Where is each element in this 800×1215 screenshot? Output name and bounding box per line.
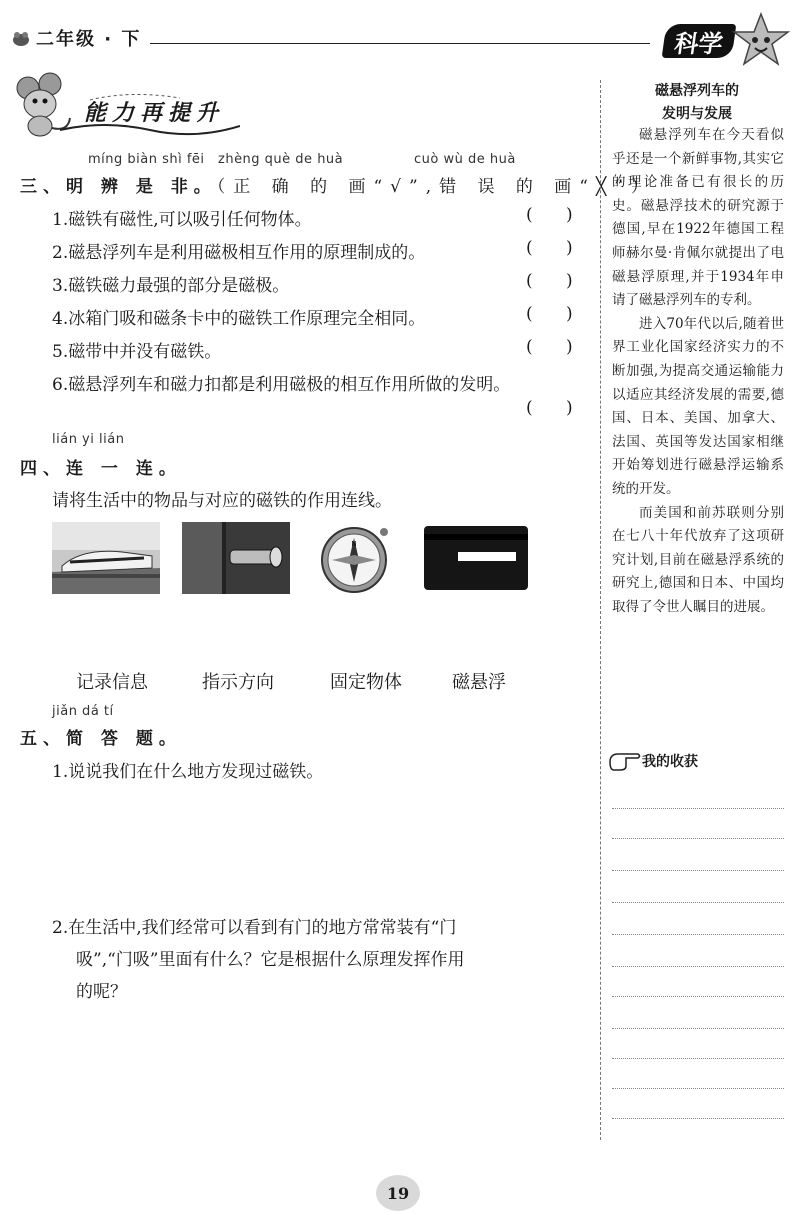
svg-text:N: N	[351, 540, 357, 548]
door-stop-photo[interactable]	[182, 522, 290, 594]
answer-blank[interactable]: ( )	[526, 238, 573, 258]
sidebar-paragraph: 进入70年代以后,随着世界工业化国家经济实力的不断加强,为提高交通运输能力以适应其经济发展的需要,德国、日本、美国、加拿大、法国、英国等发达国家相继开始筹划进行磁悬浮运输系统的开发。	[612, 315, 784, 497]
sidebar-paragraph: 磁悬浮列车在今天看似乎还是一个新鲜事物,其实它的理论准备已有很长的历史。磁悬浮技术的研究源于德国,早在1922年德国工程师赫尔曼·肯佩尔就提出了电磁悬浮原理,并于1934年申请了磁悬浮列车的专利。	[612, 127, 784, 309]
answer-blank[interactable]: ( )	[526, 205, 573, 225]
section-instruction: （正 确 的 画“√”,错 误 的 画“╳”）	[216, 177, 656, 197]
pinyin-line: lián yi lián	[52, 432, 125, 447]
tf-question: 6.磁悬浮列车和磁力扣都是利用磁极的相互作用所做的发明。	[52, 375, 511, 395]
notes-line[interactable]	[612, 1028, 784, 1029]
header-rule	[150, 43, 650, 44]
sidebar-divider	[600, 80, 601, 1140]
sidebar-title: 磁悬浮列车的	[655, 83, 739, 99]
page-number: 19	[376, 1175, 420, 1211]
connect-label[interactable]: 固定物体	[330, 672, 402, 693]
notes-line[interactable]	[612, 934, 784, 935]
tf-question: 4.冰箱门吸和磁条卡中的磁铁工作原理完全相同。	[52, 309, 426, 329]
short-answer-question: 2.在生活中,我们经常可以看到有门的地方常常装有“门	[52, 918, 457, 938]
answer-area[interactable]	[52, 790, 592, 900]
banner-title: 能力再提升	[84, 101, 225, 126]
notes-line[interactable]	[612, 1088, 784, 1089]
magnetic-card-photo[interactable]	[422, 522, 530, 594]
answer-blank[interactable]: ( )	[526, 398, 573, 418]
compass-photo[interactable]	[312, 522, 402, 594]
answer-blank[interactable]: ( )	[526, 271, 573, 291]
notes-line[interactable]	[612, 902, 784, 903]
tf-question: 3.磁铁磁力最强的部分是磁极。	[52, 276, 290, 296]
mascot-small-icon	[10, 29, 32, 47]
pinyin-line: zhèng què de huà	[218, 152, 344, 167]
short-answer-question-line: 吸”,“门吸”里面有什么？它是根据什么原理发挥作用	[76, 950, 465, 970]
sidebar-paragraph: 而美国和前苏联则分别在七八十年代放弃了这项研究计划,目前在磁悬浮系统的研究上,德国和日本、中国均取得了令世人瞩目的进展。	[612, 504, 784, 615]
sidebar-article	[612, 124, 784, 619]
notes-line[interactable]	[612, 870, 784, 871]
notes-line[interactable]	[612, 838, 784, 839]
harvest-label: 我的收获	[642, 754, 698, 770]
section-instruction: 请将生活中的物品与对应的磁铁的作用连线。	[52, 491, 392, 511]
section-heading: 五、简 答 题。	[20, 729, 182, 749]
pointing-hand-icon	[608, 750, 642, 772]
pinyin-line: míng biàn shì fēi	[88, 152, 205, 167]
short-answer-question-line: 的呢？	[76, 982, 127, 1002]
notes-line[interactable]	[612, 1118, 784, 1119]
section3-header	[20, 172, 656, 197]
tf-question: 5.磁带中并没有磁铁。	[52, 342, 222, 362]
answer-blank[interactable]: ( )	[526, 337, 573, 357]
tf-question: 1.磁铁有磁性,可以吸引任何物体。	[52, 210, 312, 230]
answer-blank[interactable]: ( )	[526, 304, 573, 324]
harvest-header	[608, 750, 698, 772]
grade-label: 二年级 · 下	[36, 29, 142, 50]
short-answer-question: 1.说说我们在什么地方发现过磁铁。	[52, 762, 324, 782]
notes-line[interactable]	[612, 1058, 784, 1059]
star-mascot-icon	[728, 10, 794, 76]
section-heading: 三、明 辨 是 非。	[20, 177, 217, 197]
section-heading: 四、连 一 连。	[20, 459, 182, 479]
pinyin-line: cuò wù de huà	[414, 152, 516, 167]
connect-label[interactable]: 磁悬浮	[452, 672, 506, 693]
subject-badge: 科学	[662, 24, 737, 58]
sidebar-title: 发明与发展	[662, 106, 732, 122]
answer-area[interactable]	[52, 1010, 592, 1130]
connect-label[interactable]: 指示方向	[202, 672, 274, 693]
notes-line[interactable]	[612, 996, 784, 997]
tf-question: 2.磁悬浮列车是利用磁极相互作用的原理制成的。	[52, 243, 426, 263]
connect-label[interactable]: 记录信息	[76, 672, 148, 693]
notes-line[interactable]	[612, 808, 784, 809]
notes-line[interactable]	[612, 966, 784, 967]
grade-tag	[10, 26, 141, 50]
pinyin-line: jiǎn dá tí	[52, 704, 114, 719]
maglev-train-photo[interactable]	[52, 522, 160, 594]
